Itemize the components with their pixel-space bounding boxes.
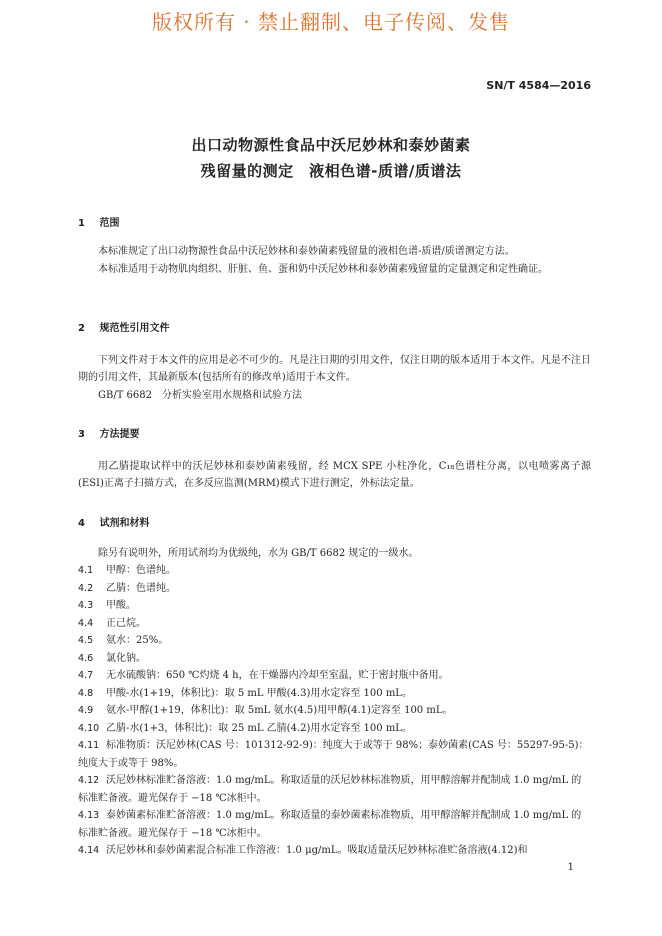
paragraph: 本标准规定了出口动物源性食品中沃尼妙林和泰妙菌素残留量的液相色谱-质谱/质谱测定方法。 [98,246,515,257]
copyright-watermark: 版权所有 · 禁止翻制、电子传阅、发售 [151,10,511,34]
section-title: 范围 [99,218,120,229]
item-number: 4.10 [78,723,100,734]
list-item [78,580,591,598]
list-item [78,632,591,650]
section-title: 规范性引用文件 [99,323,170,334]
list-item [78,667,591,685]
item-text: 无水硫酸钠：650 ℃灼烧 4 h，在干燥器内冷却至室温，贮于密封瓶中备用。 [106,670,449,681]
item-number: 4.1 [78,565,94,576]
list-item [78,562,591,580]
document-title-line2: 残留量的测定 液相色谱-质谱/质谱法 [200,162,462,180]
item-text: 甲醇：色谱纯。 [106,565,176,576]
item-text: 氯化钠。 [106,653,146,664]
item-number: 4.9 [78,705,94,716]
section-title: 试剂和材料 [99,518,150,529]
section-heading-normative-references [78,319,169,334]
item-text: 乙腈-水(1+3，体积比)：取 25 mL 乙腈(4.2)用水定容至 100 mL。 [106,723,412,734]
item-number: 4.4 [78,618,94,629]
paragraph: 本标准适用于动物肌肉组织、肝脏、鱼、蛋和奶中沃尼妙林和泰妙菌素残留量的定量测定和定性确证。 [98,264,548,275]
item-text: 氨水-甲醇(1+19，体积比)：取 5mL 氨水(4.5)用甲醇(4.1)定容至 100 mL。 [106,705,453,716]
standard-number: SN/T 4584—2016 [486,79,591,92]
item-text: 泰妙菌素标准贮备溶液：1.0 mg/mL。称取适量的泰妙菌素标准物质，用甲醇溶解并配制成 1.0 mg/mL 的标准贮备液。避光保存于 −18 ℃冰柜中。 [78,810,582,839]
item-text: 甲酸。 [106,600,136,611]
list-item [78,807,591,842]
section-number: 4 [78,518,85,529]
list-item [78,597,591,615]
item-number: 4.6 [78,653,94,664]
item-number: 4.5 [78,635,94,646]
item-text: 氨水：25%。 [106,635,169,646]
document-title-line1: 出口动物源性食品中沃尼妙林和泰妙菌素 [191,136,471,154]
item-text: 沃尼妙林标准贮备溶液：1.0 mg/mL。称取适量的沃尼妙林标准物质，用甲醇溶解并配制成 1.0 mg/mL 的标准贮备液。避光保存于 −18 ℃冰柜中。 [78,775,582,804]
item-number: 4.12 [78,775,100,786]
section-title: 方法提要 [99,429,140,440]
item-text: 乙腈：色谱纯。 [106,583,176,594]
item-number: 4.3 [78,600,94,611]
item-number: 4.13 [78,810,100,821]
list-item [78,685,591,703]
item-number: 4.8 [78,688,94,699]
item-text: 沃尼妙林和泰妙菌素混合标准工作溶液：1.0 μg/mL。吸取适量沃尼妙林标准贮备溶液(4.12)和 [106,845,528,856]
paragraph: 除另有说明外，所用试剂均为优级纯，水为 GB/T 6682 规定的一级水。 [98,548,419,559]
item-number: 4.11 [78,740,100,751]
page-number: 1 [567,862,574,873]
list-item [78,737,591,772]
paragraph: 用乙腈提取试样中的沃尼妙林和泰妙菌素残留，经 MCX SPE 小柱净化，C₁₈色谱柱分离，以电喷雾离子源(ESI)正离子扫描方式，在多反应监测(MRM)模式下进行测定，外标法定量。 [78,461,591,489]
list-item [78,772,591,807]
section-heading-method-summary [78,425,139,440]
section-number: 2 [78,323,85,334]
list-item [78,650,591,668]
list-item [78,615,591,633]
paragraph: GB/T 6682 分析实验室用水规格和试验方法 [98,390,303,401]
section-heading-reagents [78,514,149,529]
item-text: 甲酸-水(1+19，体积比)：取 5 mL 甲酸(4.3)用水定容至 100 mL。 [106,688,412,699]
item-text: 正己烷。 [106,618,146,629]
section-heading-scope [78,214,119,229]
paragraph: 下列文件对于本文件的应用是必不可少的。凡是注日期的引用文件，仅注日期的版本适用于本文件。凡是不注日期的引用文件，其最新版本(包括所有的修改单)适用于本文件。 [78,355,591,383]
section-number: 1 [78,218,85,229]
item-number: 4.14 [78,845,100,856]
list-item [78,702,591,720]
item-number: 4.2 [78,583,94,594]
item-text: 标准物质：沃尼妙林(CAS 号：101312-92-9)：纯度大于或等于 98%；泰妙菌素(CAS 号：55297-95-5)：纯度大于或等于 98%。 [78,740,589,769]
list-item [78,842,591,860]
section-number: 3 [78,429,85,440]
item-number: 4.7 [78,670,94,681]
list-item [78,720,591,738]
